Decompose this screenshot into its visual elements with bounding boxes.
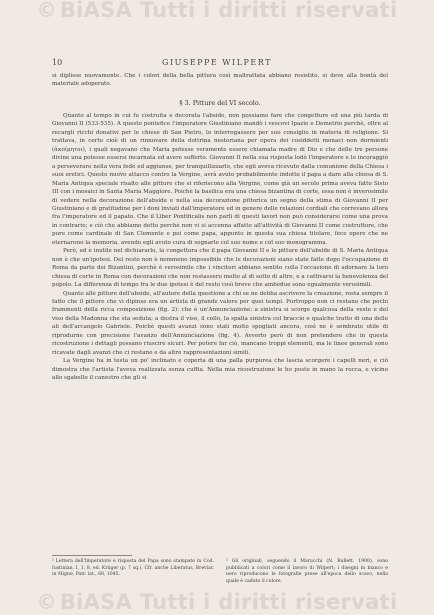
paragraph: Però, ed è inutile nel dichiararlo, la congettura che il papa Giovanni II e le pitture dell'abside di S. Maria Antiqua non è che un'ipotesi. Del resto non è nemmeno impossibile che le decorazioni siano state fatte dopo l'occupazione di Roma da parte dei Bizantini, perchè è verosimile che i vincitori abbiano sentito colla l'occasione di adornare la loro chiesa di corte in Roma con decorazioni che non restassero molto al di sotto di altre, e a cattivarsi la benevolenza del popolo. La differenza di tempo fra le due ipotesi è del resto così breve che ambedue sono egualmente verosimili. — [52, 248, 388, 289]
section-title: § 3. Pitture del VI secolo. — [179, 99, 261, 107]
watermark-text: BiASA Tutti i diritti riservati — [59, 590, 398, 614]
footnote: ² Gli originali, seguendo il Marucchi (N. Bullett. 1900), sono pubblicati a colori come il lavoro di Wilpert; i disegni in bianco e nero riproducono le fotografie prese all'epoca dello scavo, nella quale è caduto il colore. — [226, 559, 388, 584]
page-number: 10 — [52, 58, 63, 67]
footnote: ¹ Lettera dell'Imperatore e risposta del Papa sono stampate in Cod. Iustinian. I, 1, 8, ed. Krüger (p. 7 sq.). Cfr. anche Liberatus, Breviar. in Migne, Patr. lat., 68, 1045. — [52, 559, 214, 578]
footnote-divider — [52, 555, 132, 556]
watermark-text: BiASA Tutti i diritti riservati — [59, 0, 398, 22]
watermark-top — [0, 0, 434, 22]
copyright-icon: © — [36, 0, 57, 22]
copyright-icon: © — [36, 590, 57, 614]
paragraph: Quanto alle pitture dell'abside, all'autore della questione a chi se ne debba ascrivere la creazione, resta sempre il fatto che il pittore che vi dipinse era un artista di grande valore per quei tempi. Purtroppo non ci restano che pochi frammenti della ricca composizione (fig. 2): che è un'Annunciazione: a sinistra si scorge qualcosa della veste e del viso della Madonna che sta seduta; a destra il viso, il collo, la spalla sinistra col braccio e qualche tratto di una delle ali dell'arcangelo Gabriele. Poichè questi avanzi sono stati molto spogliati ancora, così ne è sembrato utile di riprodurne con precisione l'avanzo dell'Annunciazione (fig. 4). Avverto però di non pretendere che in questa ricostruzione i dettagli possano riuscire sicuri. Per potere far ciò, mancano troppi elementi, ma le linee generali sono ricavate dagli avanzi che ci restano e da altre rappresentazioni simili. — [52, 290, 388, 356]
watermark-bottom — [0, 590, 434, 614]
running-title: GIUSEPPE WILPERT — [162, 58, 272, 67]
page-header — [0, 58, 434, 70]
paragraph: La Vergine ha in testa un po' inclinato e coperta di una palla purpurea che lascia scorgere i capelli neri, e ciò dimostra che l'artista l'aveva realizzata senza cuffia. Nella mia ricostruzione le ho posto in mano la rocca, e vicino allo sgabello il canestro che gli si — [52, 358, 388, 382]
intro-paragraph: si diplisse nuovamente. Che i colori della bella pittura così maltrattata abbiano resistito, si deve alla bontà del materiale adoperato. — [52, 73, 388, 88]
paragraph: Quanto al tempo in cui fu costruita e decorata l'abside, non possiamo fare che congetture ed una più tarda di Giovanni II (533-535). A questo pontefice l'imperatore Giustiniano mandò i vescovi Ipazio e Demetrio perchè, oltre al recargli ricchi donativi per le chiese di San Pietro, lo interrogassero per suo consiglio in materia di religione. Si trattava, in certo cioè di un rinnovare della dottrina nestoriana per opera dei cosiddetti monaci non dormienti (ἀκοίμητοι), i quali negavano che Maria potesse veramente essere chiamata madre di Dio e che delle tre persone divine una potesse essersi incarnata ed avere sofferto. Giovanni II nella sua risposta lodò l'imperatore e lo incoraggiò a perseverare nella vera fede ed aggiunse, per tranquillizzarlo, che egli aveva ricevuto dalla comunione della Chiesa i suoi eretici. Questo nuovo attacco contro la Vergine, avrà avuto probabilmente indotto il papa a dare alla chiesa di S. Maria Antiqua speciale risalto alle pitture che si riferiscono alla Vergine, come già un secolo prima aveva fatto Sisto III con i mosaici in Santa Maria Maggiore. Poichè la basilica era una chiesa bizantina di corte, essa non è inverosimile di vedere nella decorazione dell'abside e nella sua decorazione pittorica un segno della stima di Giovanni II per Giustiniano e di gratitudine per i doni inviati dall'imperatore ed in genere delle relazioni cordiali che correvano allora fra l'imperatore ed il papato. Che il Liber Pontificalis non parli di questi lavori non può considerarsi come una prova in contrario; e ciò che abbiamo detto perchè non vi si accenna affatto all'attività di Giovanni II come costruttore, che pure come cardinale di San Clemente e poi come papa, appunto in questa sua chiesa titolare, fece opere che ne eternarono la memoria, avendo egli avuto cura di segnarle col suo nome e col suo monogramma. — [52, 113, 388, 246]
intro-paragraph-block — [52, 72, 388, 89]
body-text — [52, 112, 388, 383]
